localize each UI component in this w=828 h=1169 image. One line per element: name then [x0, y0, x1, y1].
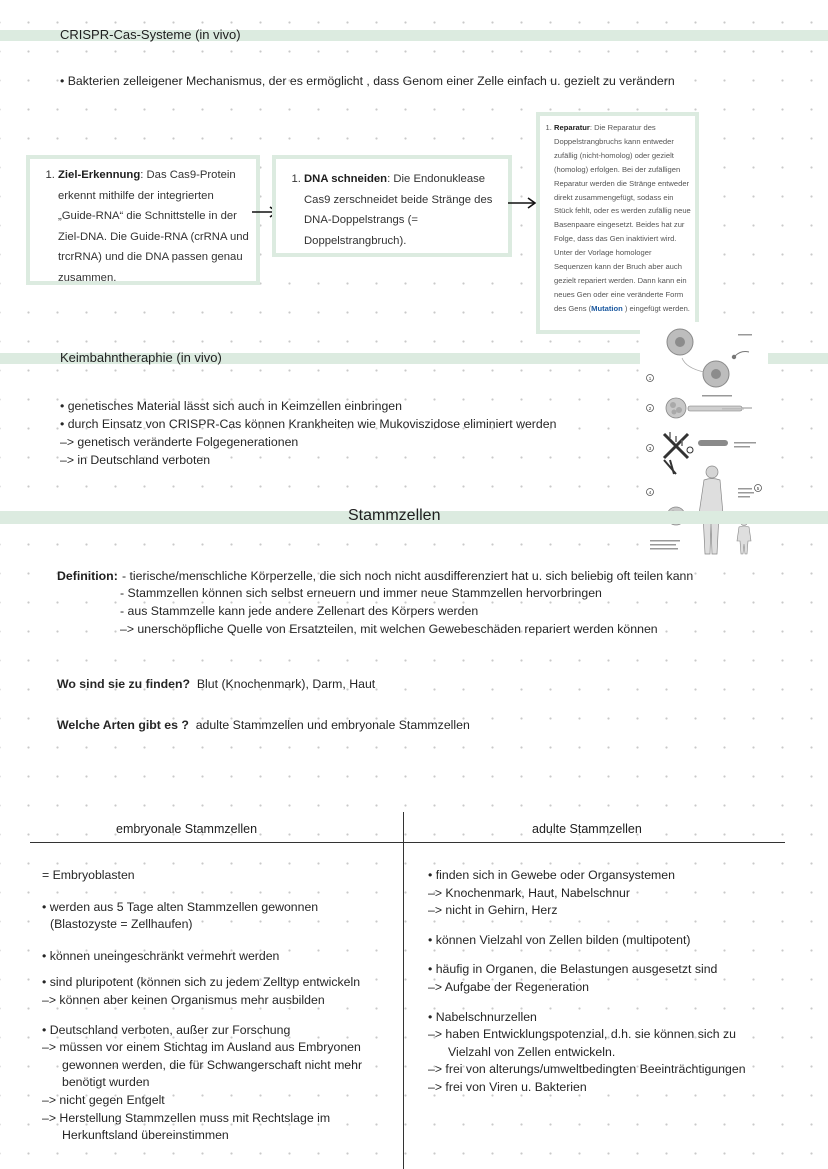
definition-line: - aus Stammzelle kann jede andere Zellenart des Körpers werden — [120, 604, 479, 618]
list-item: • Nabelschnurzellen — [428, 1009, 537, 1024]
list-item: –> frei von alterungs/umweltbedingten Beeinträchtigungen — [428, 1062, 746, 1077]
list-item: benötigt wurden — [62, 1075, 150, 1090]
list-item: –> müssen vor einem Stichtag im Ausland aus Embryonen — [42, 1040, 361, 1055]
section-title-crispr: CRISPR-Cas-Systeme (in vivo) — [60, 27, 241, 42]
keimbahn-line: –> genetisch veränderte Folgegenerationen — [60, 435, 299, 449]
list-item: • sind pluripotent (können sich zu jedem Zelltyp entwickeln — [42, 975, 361, 990]
types-row — [57, 716, 470, 734]
list-item: • können Vielzahl von Zellen bilden (multipotent) — [428, 932, 691, 947]
list-item: –> Aufgabe der Regeneration — [428, 979, 590, 994]
step3-heading: Reparatur — [554, 123, 590, 132]
step-marker: 3 — [648, 446, 652, 451]
section-title-keimbahn: Keimbahntheraphie (in vivo) — [60, 350, 222, 365]
where-question: Wo sind sie zu finden? — [57, 677, 190, 691]
types-answer: adulte Stammzellen und embryonale Stammzellen — [195, 718, 470, 732]
list-item: Vielzahl von Zellen entwickeln. — [448, 1044, 616, 1059]
step-box-repair — [536, 112, 699, 334]
step2-text: : Die Endonuklease Cas9 zerschneidet beide Stränge des DNA-Doppelstrangs (= Doppelstrangbruch). — [304, 173, 493, 247]
list-item: • häufig in Organen, die Belastungen ausgesetzt sind — [428, 962, 718, 977]
step-marker: 5 — [756, 486, 760, 491]
list-item: • finden sich in Gewebe oder Organsystemen — [428, 868, 675, 882]
step1-heading: Ziel-Erkennung — [58, 169, 141, 181]
adult-column — [428, 867, 823, 1097]
table-vertical-rule — [403, 812, 404, 1169]
table-header-embryonic: embryonale Stammzellen — [116, 822, 258, 836]
list-item: Herkunftsland übereinstimmen — [62, 1128, 229, 1143]
list-item: –> Herstellung Stammzellen muss mit Rechtslage im — [42, 1110, 331, 1125]
step2-heading: DNA schneiden — [304, 173, 388, 185]
step3-text: : Die Reparatur des Doppelstrangbruchs kann entweder zufällig (nicht-homolog) oder gezielt (homolog) erfolgen. Bei der zufälligen Reparatur werden die Stränge entweder direkt zusammengefügt, sodass ein Stück fehlt, oder es werden zufällig neue Basenpaare eingesetzt. Beides hat zur Folge, dass das Gen inaktiviert wird. Unter der Vorlage homologer Sequenzen kann der Bruch aber auch gezielt repariert werden. Dann kann ein neues Gen oder eine veränderte Form des Gens ( — [554, 123, 691, 313]
list-item: = Embryoblasten — [42, 868, 135, 882]
crispr-intro: • Bakterien zelleigener Mechanismus, der es ermöglicht , dass Genom einer Zelle einfach u. gezielt zu verändern — [60, 74, 675, 88]
list-item: –> Knochenmark, Haut, Nabelschnur — [428, 885, 630, 900]
where-answer: Blut (Knochenmark), Darm, Haut — [196, 677, 376, 691]
step-box-target-recognition — [26, 155, 260, 285]
step-box-dna-cut — [272, 155, 512, 257]
section-title-stammzellen: Stammzellen — [348, 507, 441, 524]
step-marker: 4 — [648, 490, 652, 495]
list-item: gewonnen werden, die für Schwangerschaft nicht mehr — [62, 1057, 363, 1072]
step1-text: : Das Cas9-Protein erkennt mithilfe der integrierten „Guide-RNA“ die Schnittstelle in der Ziel-DNA. Die Guide-RNA (crRNA und trcrRNA) und die DNA passen genau zusammen. — [58, 169, 249, 284]
step3-tail: ) eingefügt werden. — [622, 303, 690, 313]
list-item: • werden aus 5 Tage alten Stammzellen gewonnen — [42, 899, 319, 914]
definition-label: Definition: — [57, 569, 118, 583]
definition-line: –> unerschöpfliche Quelle von Ersatzteilen, mit welchen Gewebeschäden repariert werden können — [120, 622, 658, 636]
definition-line: - Stammzellen können sich selbst erneuern und immer neue Stammzellen hervorbringen — [120, 586, 602, 600]
types-question: Welche Arten gibt es ? — [57, 718, 189, 732]
list-item: • Deutschland verboten, außer zur Forschung — [42, 1022, 291, 1037]
keimbahn-line: • durch Einsatz von CRISPR-Cas können Krankheiten wie Mukoviszidose eliminiert werden — [60, 417, 557, 431]
step-marker: 2 — [648, 406, 652, 411]
list-item: • können uneingeschränkt vermehrt werden — [42, 948, 280, 963]
list-item: (Blastozyste = Zellhaufen) — [50, 917, 193, 932]
keimbahn-line: –> in Deutschland verboten — [60, 453, 211, 467]
list-item: –> haben Entwicklungspotenzial, d.h. sie können sich zu — [428, 1027, 736, 1042]
list-item: –> nicht gegen Entgelt — [42, 1092, 165, 1107]
where-row — [57, 675, 375, 693]
table-horizontal-rule — [30, 842, 785, 843]
list-item: –> frei von Viren u. Bakterien — [428, 1079, 587, 1094]
step-marker: 1 — [648, 376, 652, 381]
embryonic-column — [42, 867, 402, 1145]
table-header-adult: adulte Stammzellen — [532, 822, 642, 836]
list-item: –> können aber keinen Organismus mehr ausbilden — [42, 992, 325, 1007]
mutation-link[interactable]: Mutation — [591, 303, 623, 313]
definition-line: - tierische/menschliche Körperzelle, die sich noch nicht ausdifferenziert hat u. sich beliebig oft teilen kann — [122, 569, 694, 583]
keimbahn-line: • genetisches Material lässt sich auch in Keimzellen einbringen — [60, 399, 402, 413]
list-item: –> nicht in Gehirn, Herz — [428, 903, 558, 918]
